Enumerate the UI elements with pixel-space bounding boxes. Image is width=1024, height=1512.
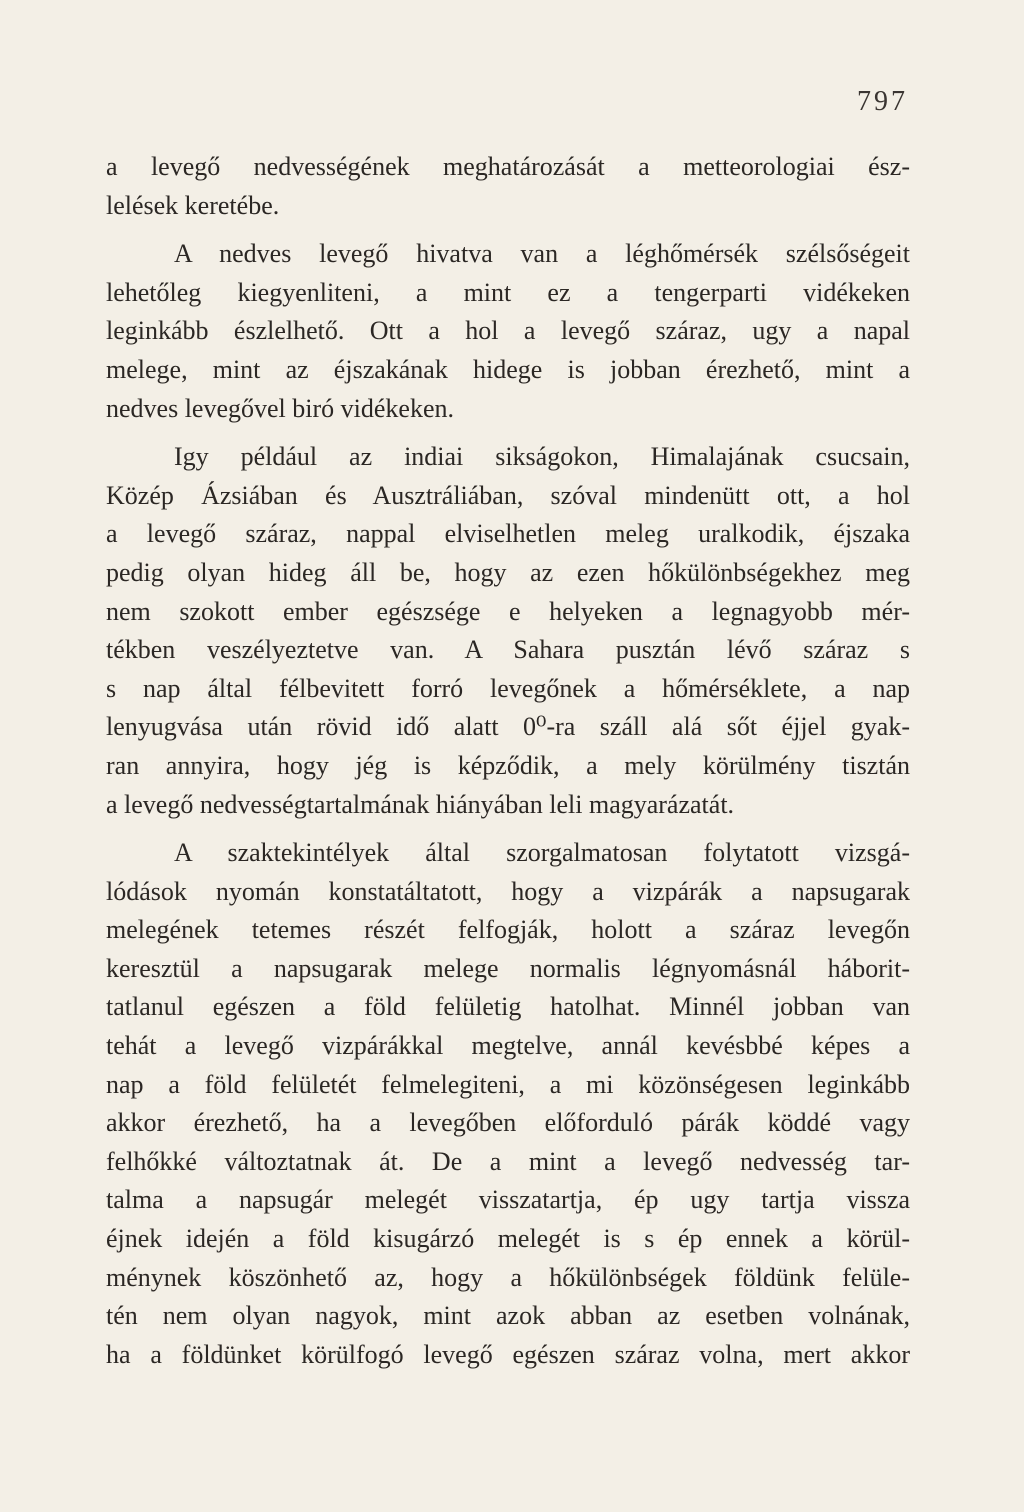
text-line: ménynek köszönhető az, hogy a hőkülönbségek földünk felüle- (106, 1262, 910, 1292)
text-line: a levegő nedvességének meghatározását a metteorologiai ész- (106, 152, 910, 181)
text-line: nap a föld felületét felmelegiteni, a mi közönségesen leginkább (106, 1069, 910, 1099)
body-text (106, 148, 910, 1374)
text-line: akkor érezhető, ha a levegőben előforduló párák köddé vagy (106, 1108, 910, 1138)
text-line: melegének tetemes részét felfogják, holott a száraz levegőn (106, 915, 910, 945)
text-line: nem szokott ember egészsége e helyeken a legnagyobb mér- (106, 596, 910, 626)
text-line: lódások nyomán konstatáltatott, hogy a vizpárák a napsugarak (106, 876, 910, 906)
text-line: felhőkké változtatnak át. De a mint a levegő nedvesség tar- (106, 1146, 910, 1176)
text-line: Közép Ázsiában és Ausztráliában, szóval mindenütt ott, a hol (106, 480, 910, 510)
page-number: 797 (857, 86, 908, 117)
text-line: lelések keretébe. (106, 190, 280, 220)
text-line: keresztül a napsugarak melege normalis légnyomásnál háborit- (106, 953, 910, 983)
text-line: ran annyira, hogy jég is képződik, a mely körülmény tisztán (106, 750, 910, 780)
text-line: tatlanul egészen a föld felületig hatolhat. Minnél jobban van (106, 992, 910, 1022)
text-line: pedig olyan hideg áll be, hogy az ezen hőkülönbségekhez meg (106, 557, 910, 587)
text-line: éjnek idején a föld kisugárzó melegét is s ép ennek a körül- (106, 1224, 910, 1254)
text-line: tékben veszélyeztetve van. A Sahara pusztán lévő száraz s (106, 635, 910, 665)
text-line: talma a napsugár melegét visszatartja, ép ugy tartja vissza (106, 1185, 910, 1215)
text-line: A szaktekintélyek által szorgalmatosan folytatott vizsgá- (174, 838, 910, 868)
text-line: tén nem olyan nagyok, mint azok abban az esetben volnának, (106, 1301, 910, 1331)
text-line: s nap által félbevitett forró levegőnek a hőmérséklete, a nap (106, 673, 910, 703)
text-line: A nedves levegő hivatva van a léghőmérsék szélsőségeit (174, 239, 910, 269)
text-line: lenyugvása után rövid idő alatt 0⁰-ra száll alá sőt éjjel gyak- (106, 712, 910, 742)
paragraph-gap (106, 225, 910, 235)
text-line: a levegő száraz, nappal elviselhetlen meleg uralkodik, éjszaka (106, 519, 910, 549)
text-line: tehát a levegő vizpárákkal megtelve, annál kevésbbé képes a (106, 1031, 910, 1061)
text-line: leginkább észlelhető. Ott a hol a levegő száraz, ugy a napal (106, 316, 910, 346)
text-line: nedves levegővel biró vidékeken. (106, 393, 454, 423)
text-line: lehetőleg kiegyenliteni, a mint ez a tengerparti vidékeken (106, 277, 910, 307)
paragraph-gap (106, 824, 910, 834)
text-line: Igy például az indiai sikságokon, Himalajának csucsain, (174, 442, 910, 472)
text-line: melege, mint az éjszakának hidege is jobban érezhető, mint a (106, 354, 910, 384)
paragraph-gap (106, 428, 910, 438)
text-line: ha a földünket körülfogó levegő egészen száraz volna, mert akkor (106, 1339, 910, 1369)
text-line: a levegő nedvességtartalmának hiányában leli magyarázatát. (106, 789, 735, 819)
